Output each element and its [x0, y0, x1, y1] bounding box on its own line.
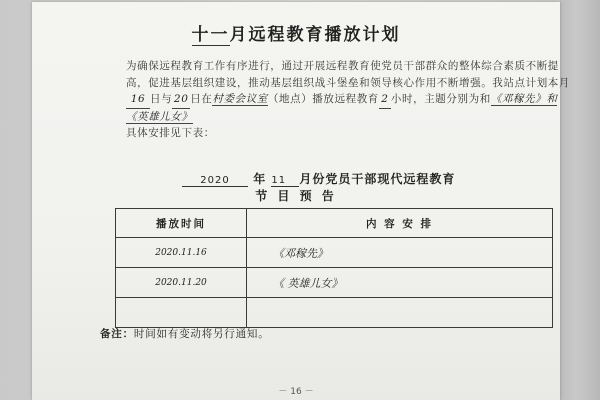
table-row	[116, 268, 553, 298]
footnote-text: 时间如有变动将另行通知。	[133, 328, 270, 340]
paragraph-1-text: 为确保远程教育工作有序进行，通过开展远程教育使党员干部群众的整体综合素质不断提高，促进基层组织建设，推动基层组织战斗堡垒和领导核心作用不断增强。我站点计划本月	[126, 60, 570, 89]
day-from: 16	[126, 91, 150, 109]
day-to: 20	[172, 91, 190, 109]
text-location: （地点）播放远程教育	[267, 93, 379, 105]
paragraph-2: 具体安排见下表：	[126, 127, 215, 139]
table-row	[116, 298, 553, 328]
title-text: 月远程教育播放计划	[229, 25, 401, 45]
table-row	[116, 238, 553, 268]
row-content: 《 英雄儿女》	[247, 268, 553, 298]
header-time: 播放时间	[116, 209, 247, 238]
document-title	[32, 20, 560, 46]
header-content: 内 容 安 排	[247, 209, 553, 238]
row-date: 2020.11.20	[116, 268, 247, 298]
row-content	[247, 298, 553, 328]
heading-month: 11	[271, 175, 299, 187]
page-number: － 16 －	[278, 387, 314, 397]
document-page	[32, 2, 570, 400]
row-date: 2020.11.16	[116, 238, 247, 268]
text-ri-yu: 日与	[150, 93, 173, 105]
schedule-heading	[182, 170, 542, 187]
paragraph-1	[104, 58, 574, 125]
location-value: 村委会议室	[212, 93, 268, 105]
schedule-table	[115, 208, 553, 328]
row-date	[116, 298, 247, 328]
text-he: 和	[479, 93, 491, 105]
heading-rest: 月份党员干部现代远程教育	[299, 172, 456, 186]
hours-value: 2	[379, 91, 391, 109]
text-ri-zai: 日在	[190, 93, 213, 105]
schedule-subheading: 节 目 预 告	[255, 189, 337, 203]
row-content: 《邓稼先》	[247, 238, 553, 268]
footnote	[100, 326, 270, 341]
footnote-label: 备注：	[100, 328, 134, 340]
heading-year-label: 年	[253, 172, 267, 186]
body-paragraph	[104, 58, 574, 142]
table-header-row	[116, 209, 553, 238]
text-hours: 小时，主题分别为	[390, 93, 480, 105]
title-month: 十一	[192, 20, 230, 46]
heading-year: 2020	[182, 175, 248, 187]
topics-value: 《邓稼先》和《英雄儿女》	[126, 93, 558, 123]
